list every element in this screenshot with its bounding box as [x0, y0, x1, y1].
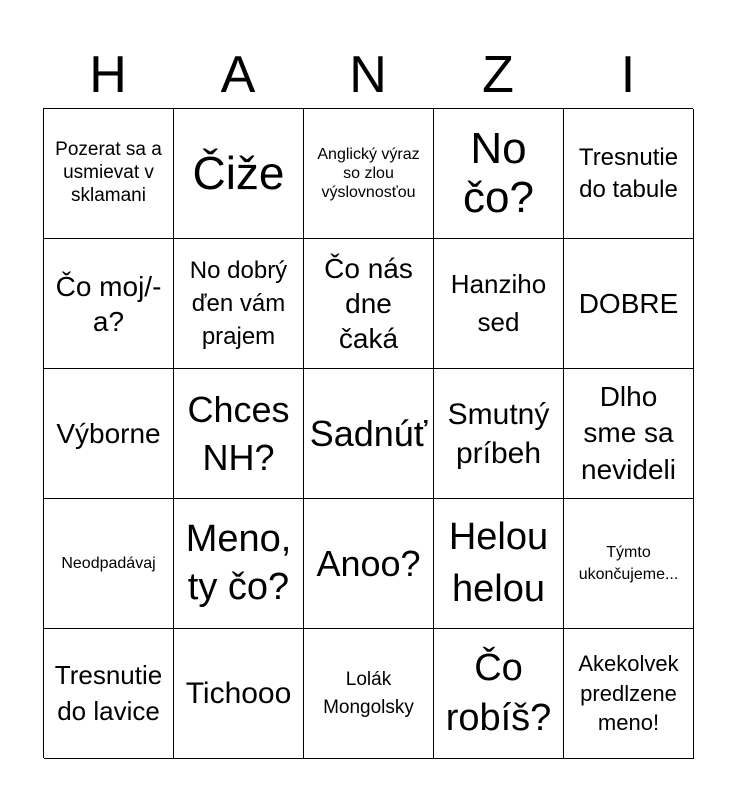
bingo-cell-label: Anglický výraz so zlou výslovnosťou — [317, 145, 420, 202]
bingo-cell-r5c3[interactable] — [304, 629, 434, 759]
bingo-cell-r4c2[interactable] — [174, 499, 304, 629]
bingo-cell-label: Hanziho sed — [450, 268, 547, 337]
bingo-cell-label: No čo? — [463, 124, 534, 222]
bingo-cell-r1c2[interactable] — [174, 109, 304, 239]
bingo-cell-label: Výborne — [56, 418, 161, 449]
bingo-cell-r2c2[interactable] — [174, 239, 304, 369]
bingo-cell-label: No dobrý ďen vám prajem — [189, 256, 288, 351]
bingo-cell-r3c2[interactable] — [174, 369, 304, 499]
bingo-cell-r2c1[interactable] — [44, 239, 174, 369]
bingo-cell-label: Chces NH? — [187, 388, 290, 478]
header-letter-n: N — [349, 46, 387, 104]
bingo-cell-label: Čo robíš? — [445, 647, 552, 739]
bingo-cell-label: Neodpadávaj — [61, 554, 156, 572]
bingo-cell-label: Akekolvek predlzene meno! — [578, 650, 679, 736]
bingo-cell-r4c4[interactable] — [434, 499, 564, 629]
bingo-cell-r5c5[interactable] — [564, 629, 694, 759]
bingo-cell-r3c1[interactable] — [44, 369, 174, 499]
bingo-cell-r4c5[interactable] — [564, 499, 694, 629]
bingo-cell-r1c5[interactable] — [564, 109, 694, 239]
bingo-cell-label: Sadnúť — [309, 412, 428, 454]
bingo-cell-r5c4[interactable] — [434, 629, 564, 759]
bingo-cell-r5c2[interactable] — [174, 629, 304, 759]
bingo-cell-label: Týmto ukončujeme... — [578, 543, 679, 583]
bingo-cell-label: Čiže — [192, 147, 285, 200]
bingo-cell-label: Helou helou — [448, 516, 549, 610]
bingo-cell-r1c1[interactable] — [44, 109, 174, 239]
bingo-cell-r2c4[interactable] — [434, 239, 564, 369]
bingo-cell-label: Dlho sme sa nevideli — [581, 380, 676, 485]
bingo-cell-r3c4[interactable] — [434, 369, 564, 499]
bingo-cell-label: Anoo? — [316, 542, 421, 584]
bingo-cell-label: Meno, ty čo? — [185, 518, 292, 608]
bingo-cell-r3c3[interactable] — [304, 369, 434, 499]
bingo-cell-r5c1[interactable] — [44, 629, 174, 759]
bingo-cell-r3c5[interactable] — [564, 369, 694, 499]
bingo-cell-label: Tresnutie do tabule — [578, 144, 679, 203]
bingo-cell-label: Lolák Mongolsky — [323, 668, 414, 718]
bingo-cell-label: Smutný príbeh — [447, 397, 550, 470]
bingo-cell-label: Tresnutie do lavice — [54, 660, 163, 726]
bingo-cell-label: DOBRE — [578, 288, 679, 319]
bingo-cell-label: Tichooo — [185, 676, 292, 710]
header-letter-h: H — [89, 46, 127, 104]
bingo-cell-r1c3[interactable] — [304, 109, 434, 239]
bingo-header — [43, 42, 693, 108]
bingo-cell-r4c1[interactable] — [44, 499, 174, 629]
bingo-board — [43, 108, 693, 758]
header-letter-a: A — [220, 46, 256, 104]
bingo-cell-label: Čo moj/-a? — [55, 270, 162, 337]
bingo-cell-r1c4[interactable] — [434, 109, 564, 239]
bingo-cell-label: Pozerat sa a usmievat v sklamani — [55, 139, 162, 206]
header-letter-z: Z — [482, 46, 514, 104]
header-letter-i: I — [620, 46, 636, 104]
bingo-cell-r2c3[interactable] — [304, 239, 434, 369]
bingo-cell-r4c3[interactable] — [304, 499, 434, 629]
bingo-cell-r2c5[interactable] — [564, 239, 694, 369]
bingo-cell-label: Čo nás dne čaká — [324, 253, 413, 354]
